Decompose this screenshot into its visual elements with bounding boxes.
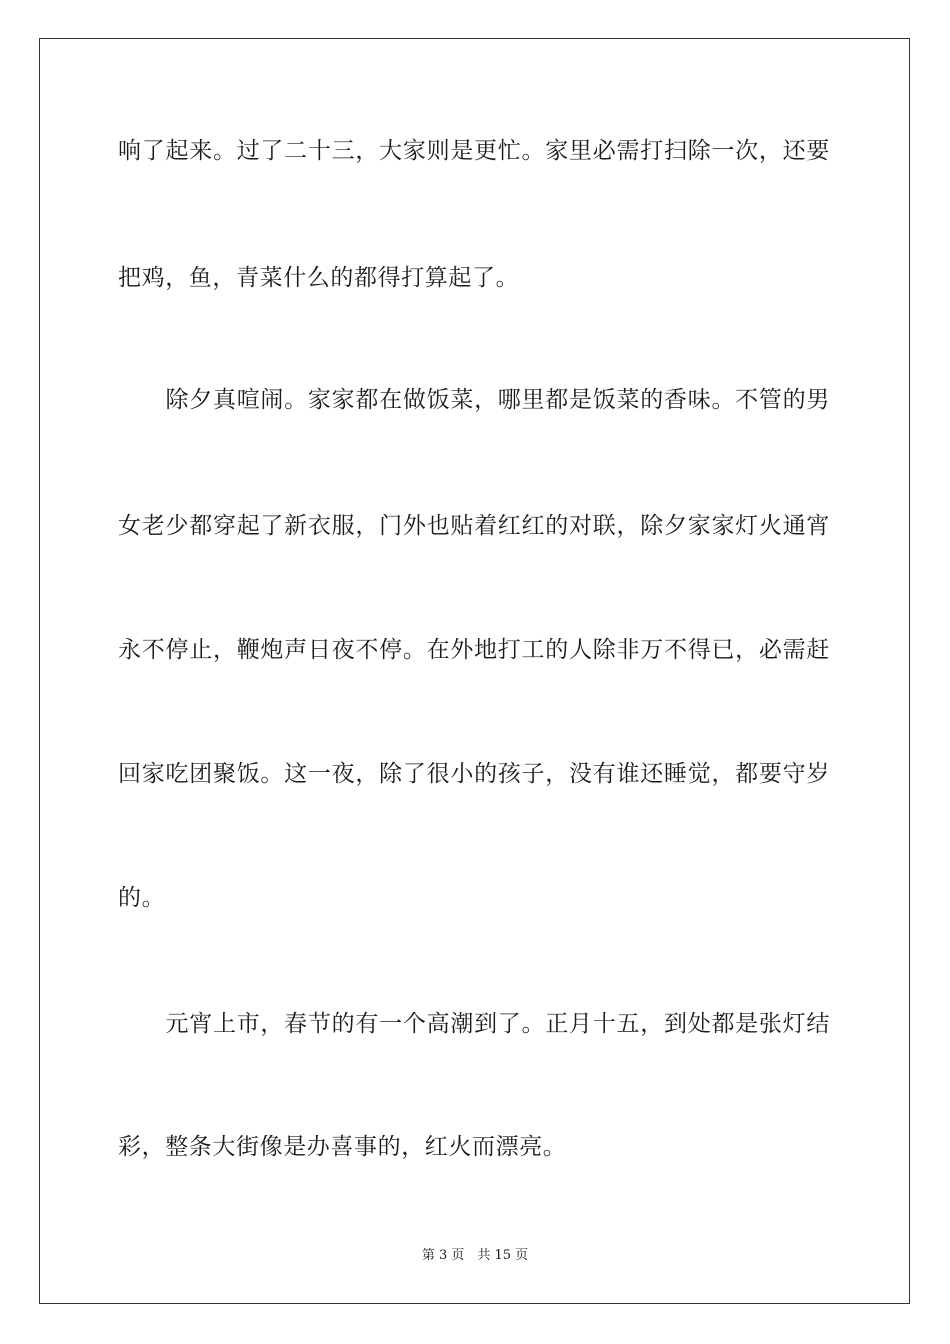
text-line-1: 响了起来。过了二十三，大家则是更忙。家里必需打扫除一次，还要 [118, 138, 830, 164]
text-line-9: 彩，整条大街像是办喜事的，红火而漂亮。 [118, 1134, 567, 1160]
text-line-2: 把鸡，鱼，青菜什么的都得打算起了。 [118, 265, 520, 291]
page-number-footer: 第 3 页 共 15 页 [421, 1248, 529, 1263]
text-line-3: 除夕真喧闹。家家都在做饭菜，哪里都是饭菜的香味。不管的男 [118, 387, 830, 413]
page-border [39, 38, 910, 1304]
text-line-5: 永不停止，鞭炮声日夜不停。在外地打工的人除非万不得已，必需赶 [118, 637, 830, 663]
text-line-4: 女老少都穿起了新衣服，门外也贴着红红的对联，除夕家家灯火通宵 [118, 513, 830, 539]
text-line-7: 的。 [118, 885, 166, 911]
text-line-6: 回家吃团聚饭。这一夜，除了很小的孩子，没有谁还睡觉，都要守岁 [118, 761, 830, 787]
text-line-8: 元宵上市，春节的有一个高潮到了。正月十五，到处都是张灯结 [118, 1011, 830, 1037]
